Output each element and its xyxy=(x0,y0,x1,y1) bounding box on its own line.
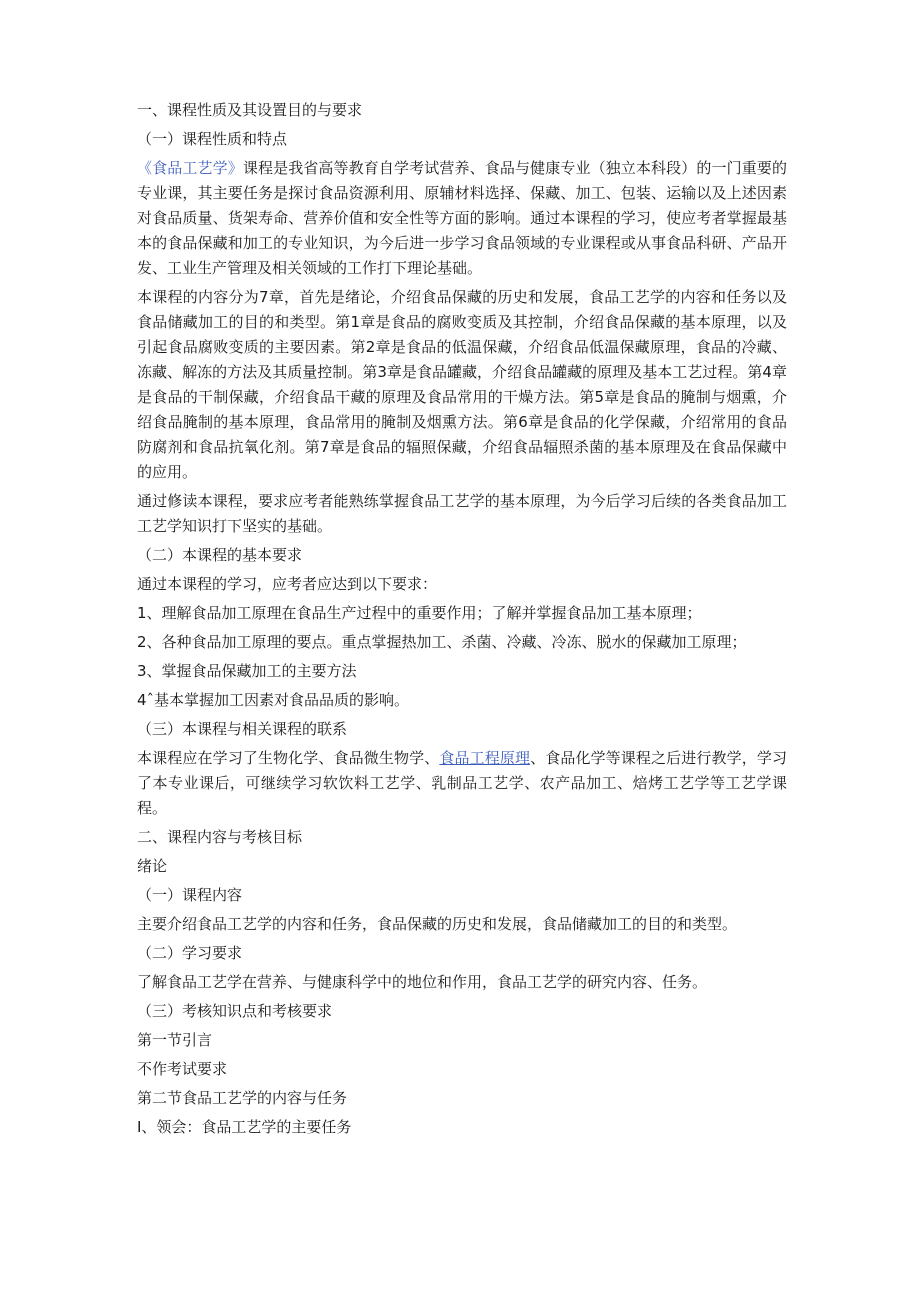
chapter-title: 绪论 xyxy=(137,857,168,875)
list-item: 3、掌握食品保藏加工的主要方法 xyxy=(137,662,357,680)
paragraph: 通过本课程的学习，应考者应达到以下要求： xyxy=(137,575,438,593)
paragraph-text: 、食品化学等课程之后进行教学，学习了本专业课后，可继续学习软饮料工艺学、乳制品工艺学、农产品加工、焙烤工艺学等工艺学课程。 xyxy=(137,749,787,817)
list-item: 4ˆ基本掌握加工因素对食品品质的影响。 xyxy=(137,691,410,709)
subsection-heading: （三）本课程与相关课程的联系 xyxy=(137,720,348,738)
subsection-heading: （一）课程内容 xyxy=(137,886,243,904)
subsection-heading: （一）课程性质和特点 xyxy=(137,130,288,148)
course-link[interactable]: 食品工程原理 xyxy=(439,749,531,767)
section-heading: 二、课程内容与考核目标 xyxy=(137,828,303,846)
paragraph xyxy=(137,746,787,821)
section-title: 第一节引言 xyxy=(137,1031,213,1049)
section-heading: 一、课程性质及其设置目的与要求 xyxy=(137,101,363,119)
list-item: 1、理解食品加工原理在食品生产过程中的重要作用；了解并掌握食品加工基本原理； xyxy=(137,604,702,622)
note-text: 不作考试要求 xyxy=(137,1060,228,1078)
subsection-heading: （二）学习要求 xyxy=(137,944,243,962)
paragraph: 本课程的内容分为7章，首先是绪论，介绍食品保藏的历史和发展，食品工艺学的内容和任务以及食品储藏加工的目的和类型。第1章是食品的腐败变质及其控制，介绍食品保藏的基本原理，以及引起食品腐败变质的主要因素。第2章是食品的低温保藏，介绍食品低温保藏原理，食品的冷藏、冻藏、解冻的方法及其质量控制。第3章是食品罐藏，介绍食品罐藏的原理及基本工艺过程。第4章是食品的干制保藏，介绍食品干藏的原理及食品常用的干燥方法。第5章是食品的腌制与烟熏，介绍食品腌制的基本原理，食品常用的腌制及烟熏方法。第6章是食品的化学保藏，介绍常用的食品防腐剂和食品抗氧化剂。第7章是食品的辐照保藏，介绍食品辐照杀菌的基本原理及在食品保藏中的应用。 xyxy=(137,288,787,481)
paragraph: 主要介绍食品工艺学的内容和任务，食品保藏的历史和发展，食品储藏加工的目的和类型。 xyxy=(137,915,738,933)
section-title: 第二节食品工艺学的内容与任务 xyxy=(137,1089,348,1107)
list-item: I、领会：食品工艺学的主要任务 xyxy=(137,1118,352,1136)
paragraph xyxy=(137,156,787,281)
paragraph-text: 课程是我省高等教育自学考试营养、食品与健康专业（独立本科段）的一门重要的专业课，其主要任务是探讨食品资源利用、原辅材料选择、保藏、加工、包装、运输以及上述因素对食品质量、货架寿命、营养价值和安全性等方面的影响。通过本课程的学习，使应考者掌握最基本的食品保藏和加工的专业知识，为今后进一步学习食品领域的专业课程或从事食品科研、产品开发、工业生产管理及相关领域的工作打下理论基础。 xyxy=(137,159,787,277)
document-page xyxy=(137,98,787,1144)
subsection-heading: （二）本课程的基本要求 xyxy=(137,546,303,564)
book-link[interactable]: 《食品工艺学》 xyxy=(137,159,243,177)
paragraph-text: 本课程应在学习了生物化学、食品微生物学、 xyxy=(137,749,440,767)
paragraph: 了解食品工艺学在营养、与健康科学中的地位和作用，食品工艺学的研究内容、任务。 xyxy=(137,973,708,991)
list-item: 2、各种食品加工原理的要点。重点掌握热加工、杀菌、冷藏、冷冻、脱水的保藏加工原理； xyxy=(137,633,747,651)
paragraph: 通过修读本课程，要求应考者能熟练掌握食品工艺学的基本原理，为今后学习后续的各类食品加工工艺学知识打下坚实的基础。 xyxy=(137,492,787,535)
subsection-heading: （三）考核知识点和考核要求 xyxy=(137,1002,333,1020)
